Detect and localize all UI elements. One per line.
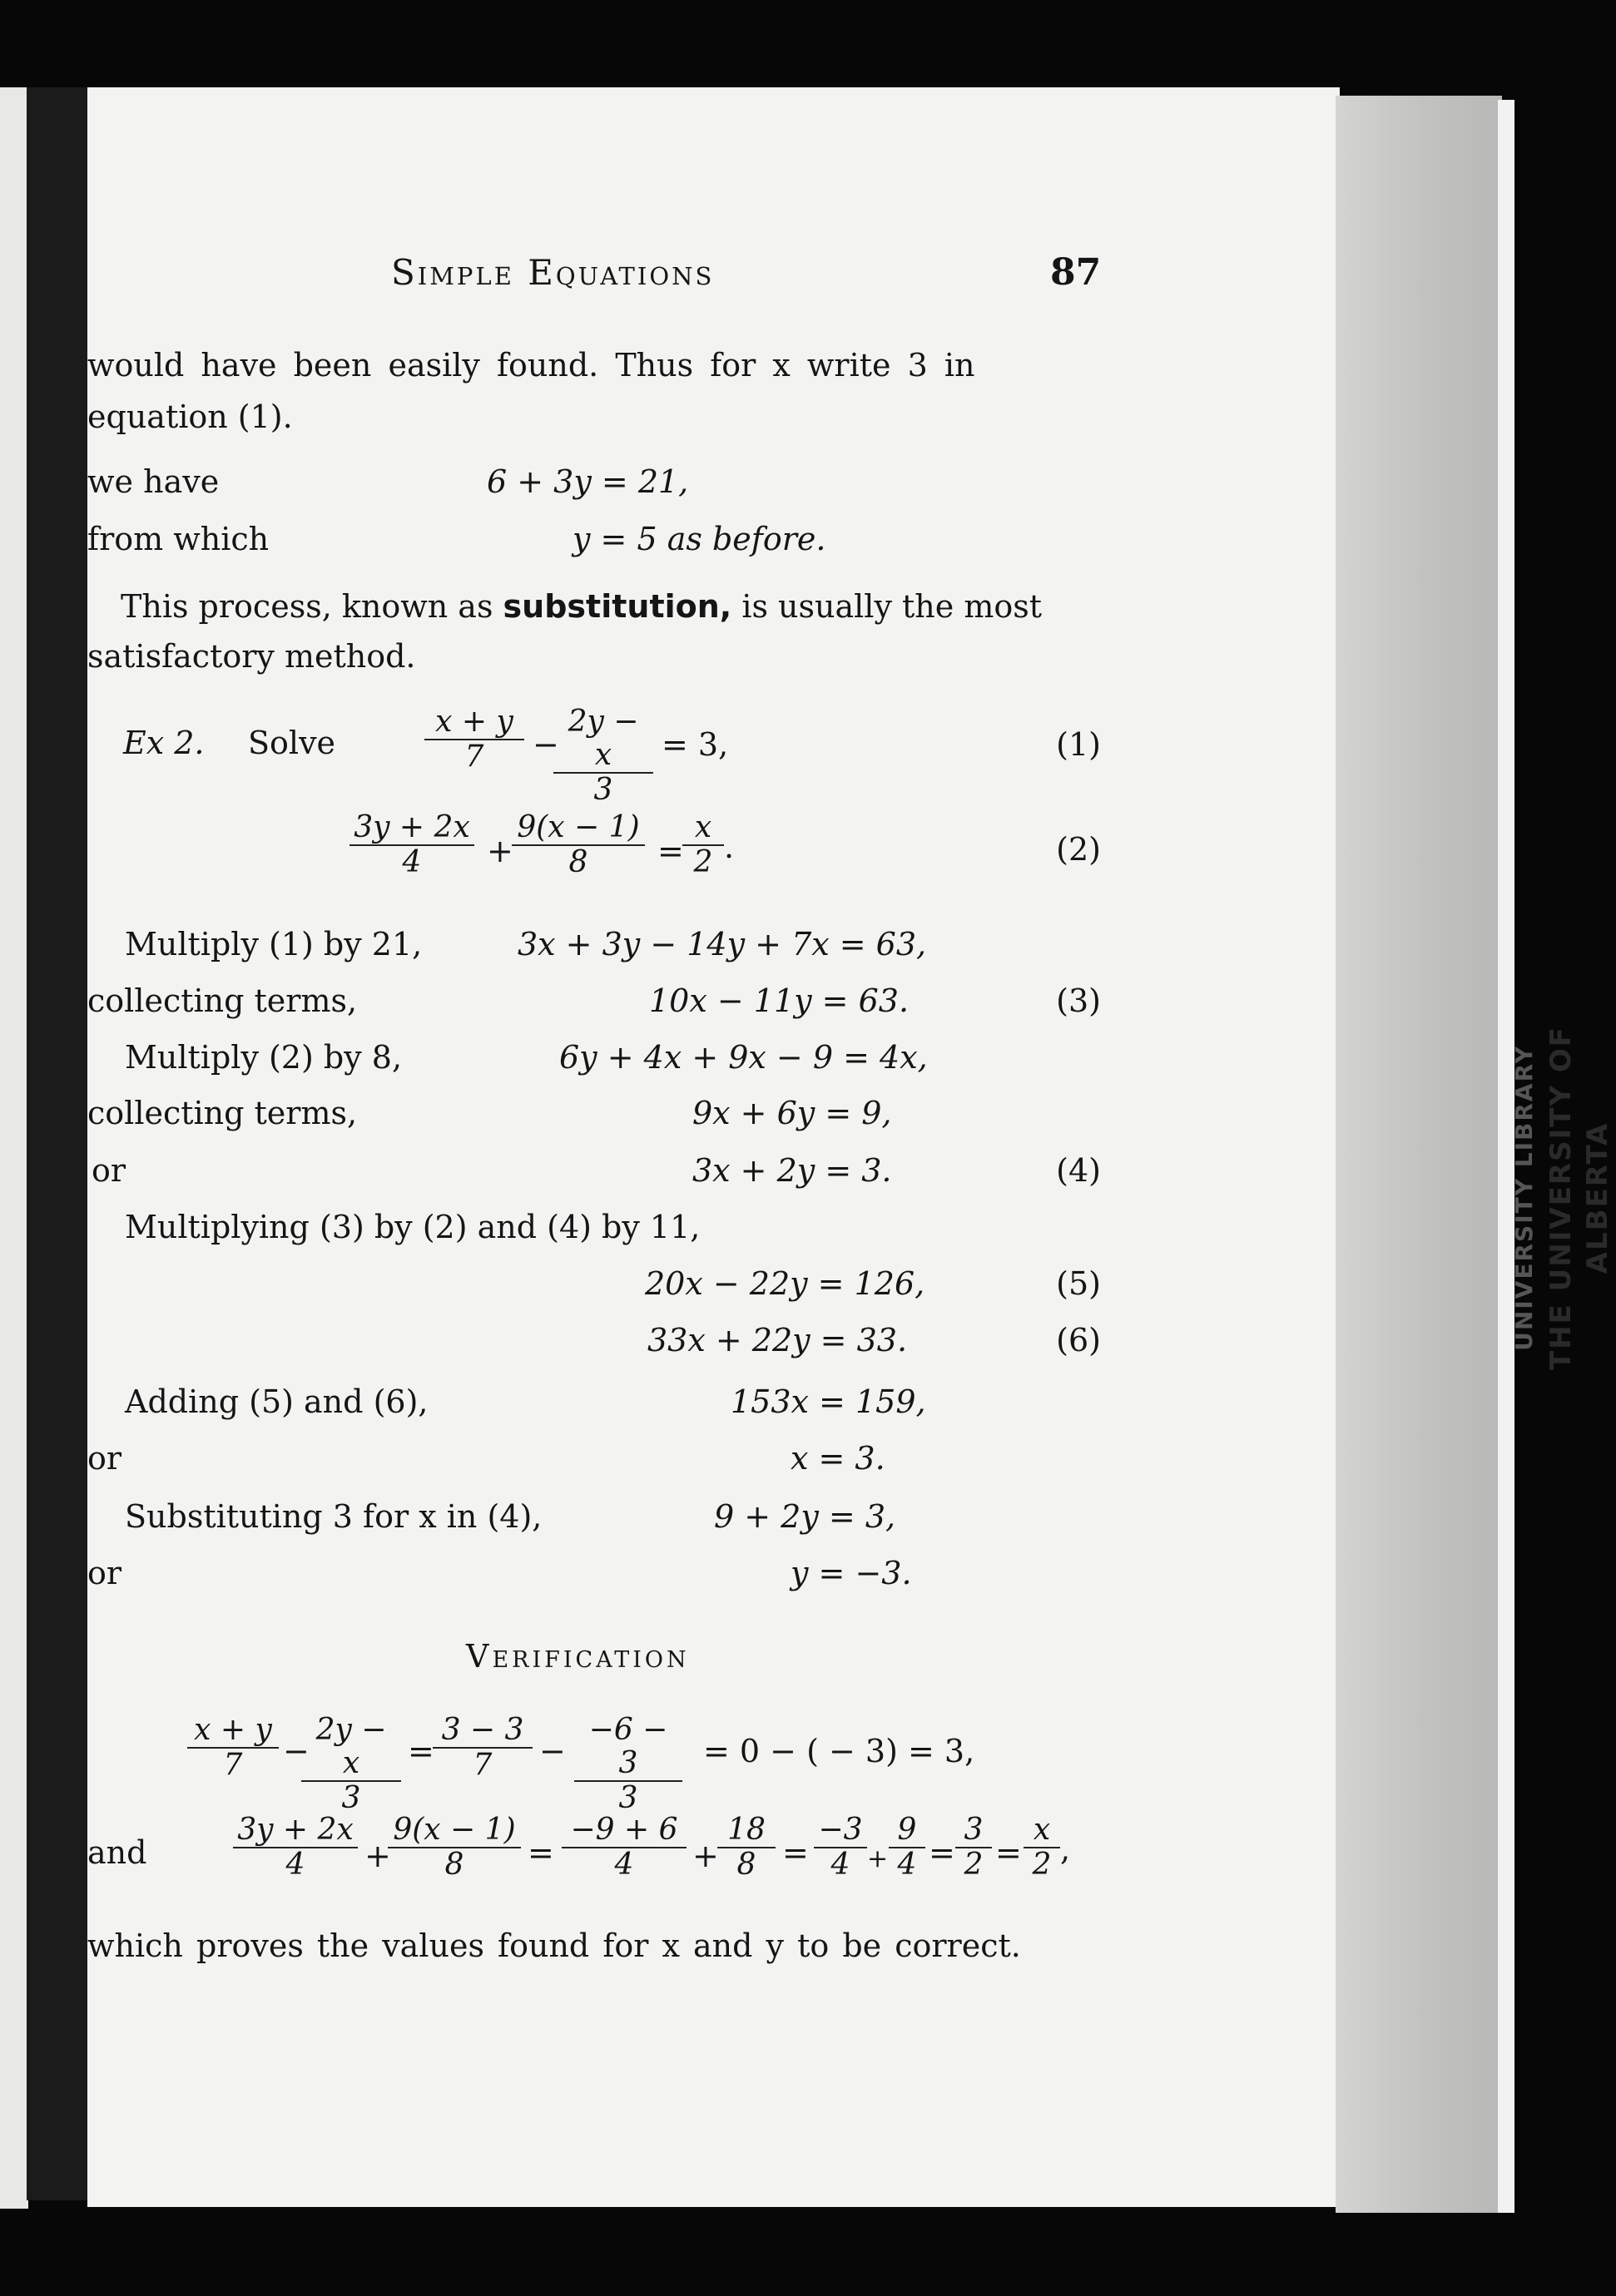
solve-label: Solve (248, 725, 336, 761)
we-have-label: we have (87, 463, 220, 500)
v2-plus-1: + (364, 1838, 391, 1874)
v1-frac-b: $\frac{2y - x}{3}$ (301, 1714, 401, 1815)
step-5-eq: 3x + 2y = 3. (692, 1152, 892, 1189)
v2-frac-f: $\frac{-3}{4}$ (814, 1814, 867, 1882)
eq1-minus: − (533, 726, 559, 763)
para2-line2: satisfactory method. (87, 638, 416, 675)
v1-rest: = 0 − ( − 3) = 3, (703, 1733, 975, 1769)
verification-heading: Verification (466, 1638, 690, 1675)
step-7-tag: (5) (1056, 1265, 1101, 1302)
step-2-eq: 10x − 11y = 63. (649, 982, 910, 1019)
page-margin-strip (1336, 96, 1502, 2213)
v2-end: , (1060, 1831, 1071, 1868)
step-10-eq: x = 3. (791, 1440, 885, 1477)
para2-pre: This process, known as (121, 588, 503, 625)
v2-frac-c: $\frac{-9 + 6}{4}$ (562, 1814, 687, 1882)
v2-equals-1: = (528, 1834, 554, 1871)
v2-frac-b: $\frac{9(x - 1)}{8}$ (388, 1814, 521, 1882)
step-1-label: Multiply (1) by 21, (125, 926, 423, 962)
step-3-eq: 6y + 4x + 9x − 9 = 4x, (559, 1039, 928, 1076)
running-title: Simple Equations (391, 252, 715, 293)
eq2-end: . (724, 829, 735, 865)
eq1-tag: (1) (1056, 726, 1101, 763)
closing-line: which proves the values found for x and y to be correct. (87, 1927, 1021, 1964)
step-2-tag: (3) (1056, 982, 1101, 1019)
v2-plus-3: + (867, 1844, 889, 1873)
v1-equals-1: = (408, 1733, 434, 1769)
v1-minus-2: − (539, 1733, 566, 1769)
v1-frac-a: $\frac{x + y}{7}$ (187, 1714, 279, 1782)
library-stamp: UNIVERSITY LIBRARY THE UNIVERSITY OF ALBERTA (1510, 1025, 1614, 1371)
step-4-eq: 9x + 6y = 9, (692, 1095, 892, 1131)
step-1-eq: 3x + 3y − 14y + 7x = 63, (518, 926, 927, 962)
v2-equals-4: = (995, 1834, 1022, 1871)
v2-frac-d: $\frac{18}{8}$ (717, 1814, 776, 1882)
step-11-eq: 9 + 2y = 3, (714, 1498, 896, 1535)
eq2-equals: = (657, 833, 684, 869)
eq1-fraction-2: $\frac{2y - x}{3}$ (553, 705, 653, 807)
eq1-fraction-1: $\frac{x + y}{7}$ (424, 705, 524, 774)
term-substitution: substitution, (503, 588, 732, 625)
step-7-eq: 20x − 22y = 126, (645, 1265, 925, 1302)
v2-plus-2: + (692, 1838, 719, 1874)
para1-line1: would have been easily found. Thus for x write 3 in (87, 347, 975, 383)
eq2-fraction-1: $\frac{3y + 2x}{4}$ (349, 811, 474, 879)
para2-post: is usually the most (731, 588, 1042, 625)
v1-minus-1: − (283, 1733, 310, 1769)
page-number: 87 (1050, 251, 1102, 294)
v2-equals-3: = (929, 1834, 955, 1871)
para2-line1 (121, 587, 1042, 626)
step-9-label: Adding (5) and (6), (125, 1383, 429, 1420)
facing-page-edge (0, 87, 28, 2209)
step-12-eq: y = −3. (791, 1555, 912, 1591)
step-12-label: or (87, 1555, 122, 1591)
step-11-label: Substituting 3 for x in (4), (125, 1498, 543, 1535)
eq1-rhs: = 3, (662, 726, 729, 763)
step-10-label: or (87, 1440, 122, 1477)
from-which-equation: y = 5 as before. (573, 521, 826, 557)
step-6-label: Multiplying (3) by (2) and (4) by 11, (125, 1209, 701, 1245)
eq2-plus: + (487, 833, 513, 869)
step-8-eq: 33x + 22y = 33. (647, 1322, 908, 1358)
v1-frac-d: $\frac{-6 - 3}{3}$ (574, 1714, 682, 1815)
para1-line2: equation (1). (87, 398, 293, 435)
v2-frac-h: $\frac{3}{2}$ (955, 1814, 992, 1882)
eq2-fraction-2: $\frac{9(x - 1)}{8}$ (512, 811, 645, 879)
and-label: and (87, 1834, 147, 1871)
v1-frac-c: $\frac{3 - 3}{7}$ (433, 1714, 533, 1782)
v2-equals-2: = (782, 1834, 809, 1871)
eq2-tag: (2) (1056, 831, 1101, 868)
step-4-label: collecting terms, (87, 1095, 358, 1131)
example-label: Ex 2. (123, 725, 205, 761)
book-gutter (27, 87, 90, 2200)
we-have-equation: 6 + 3y = 21, (487, 463, 689, 500)
step-3-label: Multiply (2) by 8, (125, 1039, 403, 1076)
step-5-label: or (92, 1152, 126, 1189)
step-9-eq: 153x = 159, (731, 1383, 926, 1420)
eq2-fraction-3: $\frac{x}{2}$ (682, 811, 724, 879)
from-which-label: from which (87, 521, 270, 557)
v2-frac-g: $\frac{9}{4}$ (889, 1814, 925, 1882)
v2-frac-a: $\frac{3y + 2x}{4}$ (233, 1814, 358, 1882)
step-5-tag: (4) (1056, 1152, 1101, 1189)
v2-frac-i: $\frac{x}{2}$ (1024, 1814, 1060, 1882)
step-8-tag: (6) (1056, 1322, 1101, 1358)
step-2-label: collecting terms, (87, 982, 358, 1019)
